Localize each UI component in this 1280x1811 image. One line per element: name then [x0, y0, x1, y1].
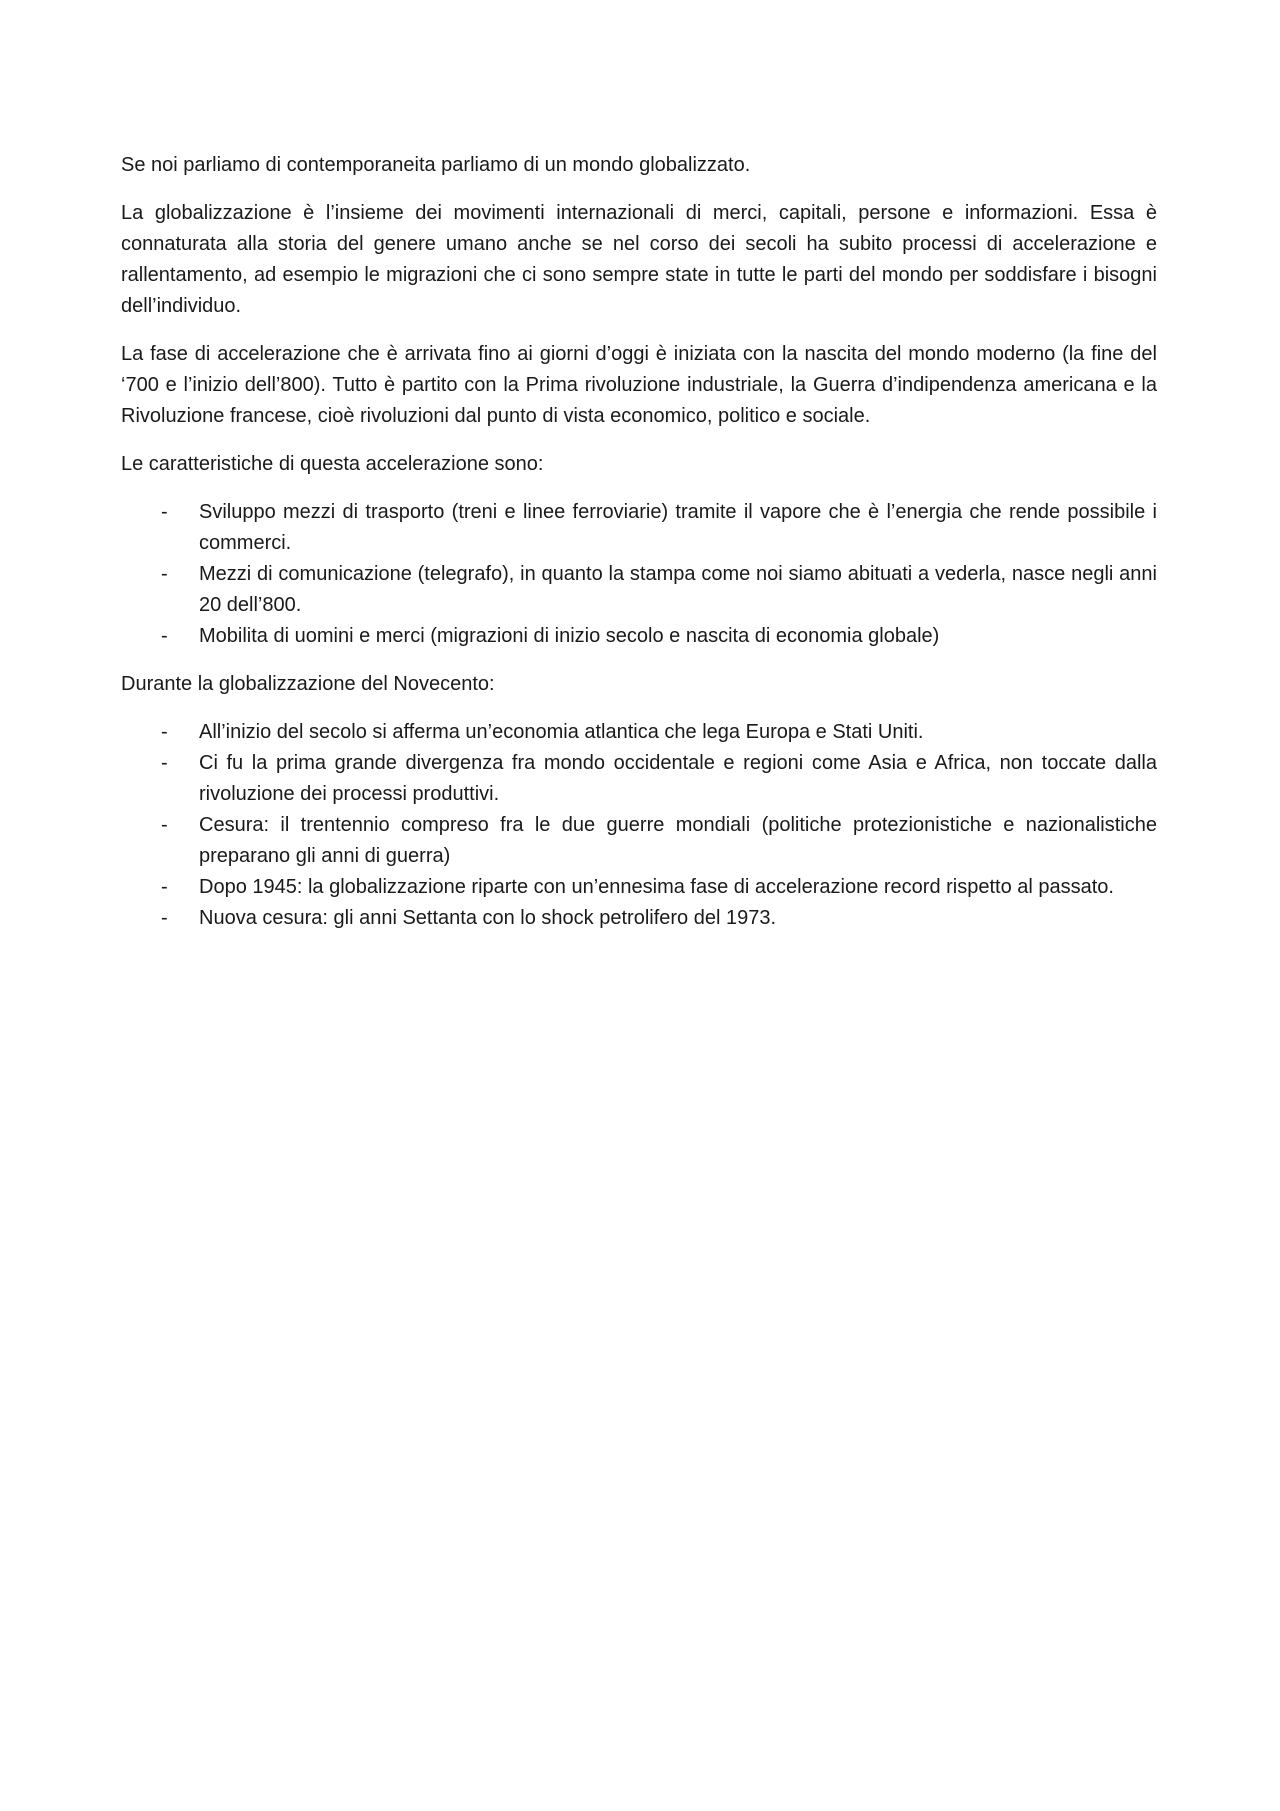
list-item-text: Nuova cesura: gli anni Settanta con lo shock petrolifero del 1973. — [199, 907, 777, 929]
characteristics-list — [121, 497, 1157, 652]
list-item-text: Sviluppo mezzi di trasporto (treni e linee ferroviarie) tramite il vapore che è l’energia che rende possibile i commerci. — [199, 501, 1157, 554]
paragraph-definition: La globalizzazione è l’insieme dei movimenti internazionali di merci, capitali, persone e informazioni. Essa è connaturata alla storia del genere umano anche se nel corso dei secoli ha subito processi di accelerazione e rallentamento, ad esempio le migrazioni che ci sono sempre state in tutte le parti del mondo per soddisfare i bisogni dell’individuo. — [121, 202, 1157, 317]
paragraph-novecento-heading: Durante la globalizzazione del Novecento: — [121, 673, 495, 695]
paragraph-intro: Se noi parliamo di contemporaneita parliamo di un mondo globalizzato. — [121, 154, 751, 176]
list-item — [121, 872, 1157, 903]
bullet-dash: - — [161, 876, 168, 898]
document-page — [121, 150, 1157, 951]
bullet-dash: - — [161, 625, 168, 647]
paragraph-acceleration: La fase di accelerazione che è arrivata fino ai giorni d’oggi è iniziata con la nascita del mondo moderno (la fine del ‘700 e l’inizio dell’800). Tutto è partito con la Prima rivoluzione industriale, la Guerra d’indipendenza americana e la Rivoluzione francese, cioè rivoluzioni dal punto di vista economico, politico e sociale. — [121, 343, 1157, 427]
bullet-dash: - — [161, 721, 168, 743]
list-item-text: All’inizio del secolo si afferma un’economia atlantica che lega Europa e Stati Uniti. — [199, 721, 924, 743]
list-item-text: Mobilita di uomini e merci (migrazioni di inizio secolo e nascita di economia globale) — [199, 625, 940, 647]
list-item-text: Cesura: il trentennio compreso fra le due guerre mondiali (politiche protezionistiche e nazionalistiche preparano gli anni di guerra) — [199, 814, 1157, 867]
bullet-dash: - — [161, 752, 168, 774]
list-item — [121, 903, 1157, 934]
novecento-list — [121, 717, 1157, 934]
list-item-text: Ci fu la prima grande divergenza fra mondo occidentale e regioni come Asia e Africa, non toccate dalla rivoluzione dei processi produttivi. — [199, 752, 1157, 805]
list-item-text: Dopo 1945: la globalizzazione riparte con un’ennesima fase di accelerazione record rispetto al passato. — [199, 876, 1114, 898]
list-item — [121, 748, 1157, 810]
list-item — [121, 559, 1157, 621]
bullet-dash: - — [161, 814, 168, 836]
list-item — [121, 810, 1157, 872]
bullet-dash: - — [161, 501, 168, 523]
list-item — [121, 717, 1157, 748]
bullet-dash: - — [161, 563, 168, 585]
list-item — [121, 497, 1157, 559]
bullet-dash: - — [161, 907, 168, 929]
list-item — [121, 621, 1157, 652]
paragraph-characteristics-heading: Le caratteristiche di questa accelerazione sono: — [121, 453, 544, 475]
list-item-text: Mezzi di comunicazione (telegrafo), in quanto la stampa come noi siamo abituati a vederla, nasce negli anni 20 dell’800. — [199, 563, 1157, 616]
